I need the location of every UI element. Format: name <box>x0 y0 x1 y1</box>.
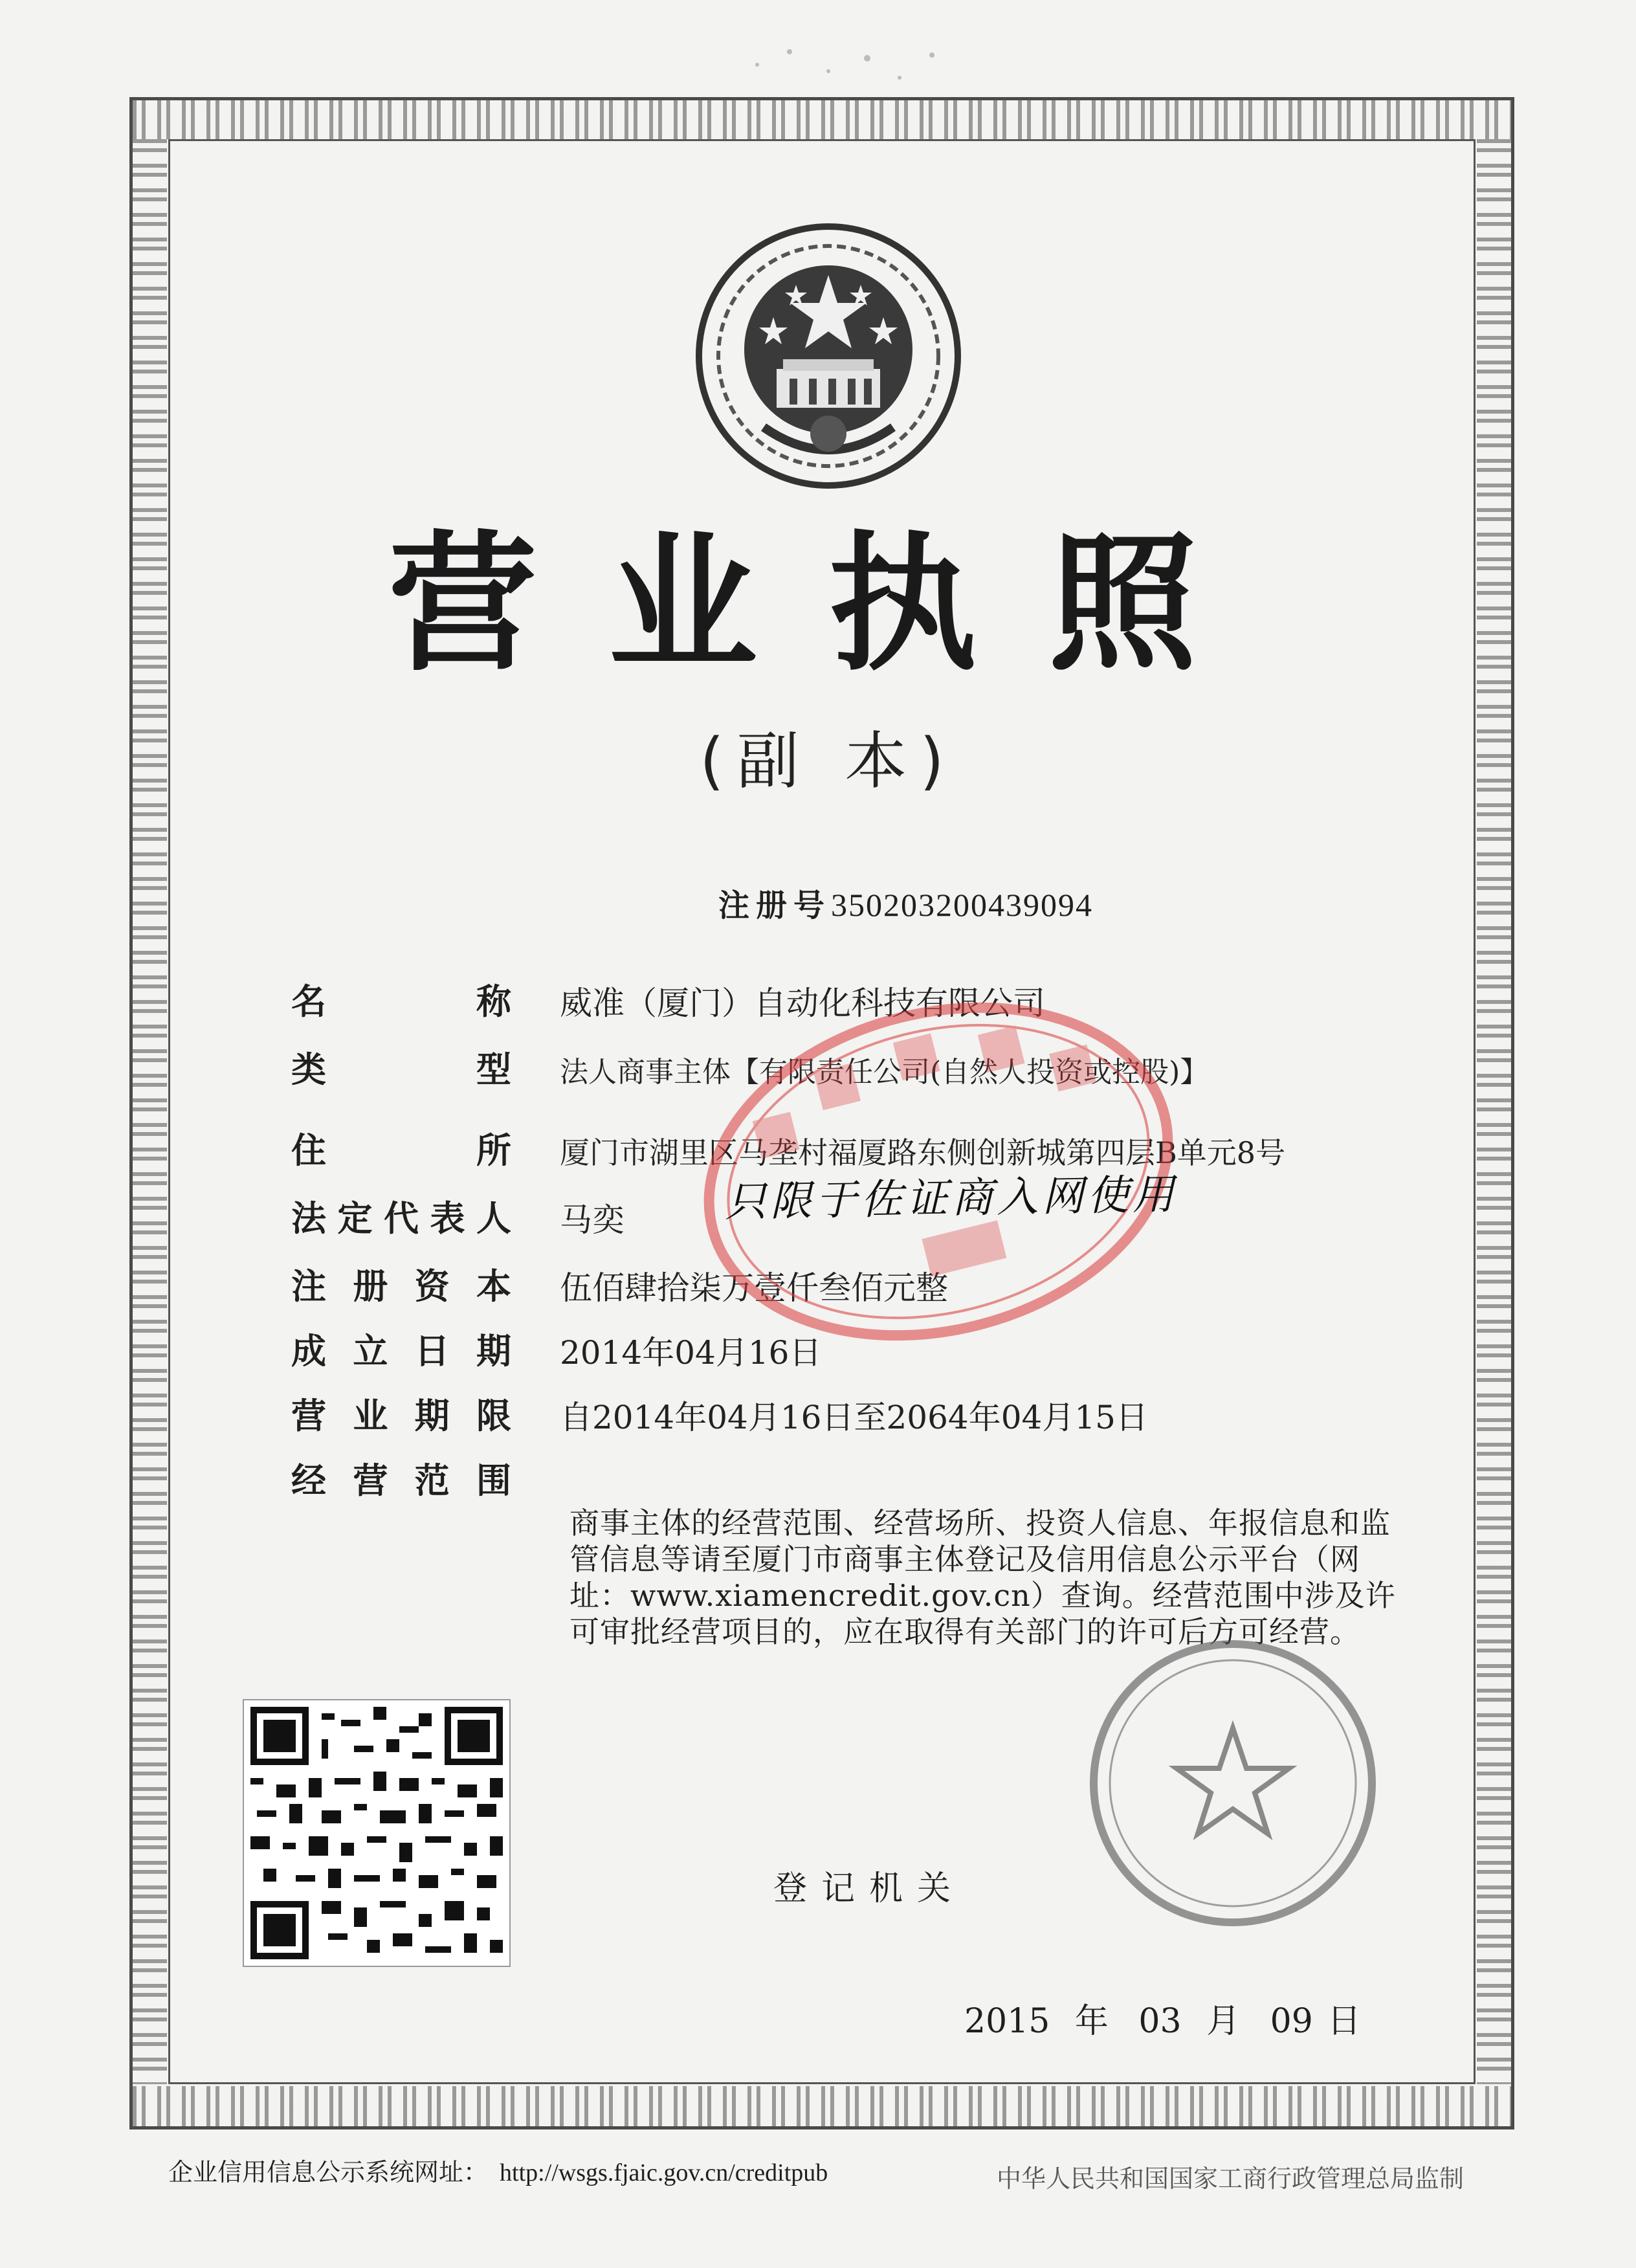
border-pattern-left <box>131 139 167 2084</box>
field-label-capital: 注册资本 <box>291 1266 511 1307</box>
field-value-type: 法人商事主体【有限责任公司(自然人投资或控股)】 <box>560 1056 1209 1089</box>
registration-number-label: 注册号 <box>718 887 832 924</box>
issue-year-label: 年 <box>1074 2002 1109 2041</box>
footer-credit-label: 企业信用信息公示系统网址： <box>168 2158 489 2186</box>
business-scope-text: 商事主体的经营范围、经营场所、投资人信息、年报信息和监管信息等请至厦门市商事主体登记及信用信息公示平台（网址：www.xiamencredit.gov.cn）查询。经营范围中涉及许可审批经营项目的，应在取得有关部门的许可后方可经营。 <box>569 1506 1396 1649</box>
field-value-name: 威准（厦门）自动化科技有限公司 <box>560 984 1045 1022</box>
registration-authority: 登记机关 <box>773 1869 966 1908</box>
certificate-subtitle: (副 本) <box>700 725 957 797</box>
field-label-scope: 经营范围 <box>291 1460 511 1501</box>
field-value-established: 2014年04月16日 <box>560 1334 822 1372</box>
issue-month: 03 <box>1138 2002 1182 2041</box>
footer-credit-url: http://wsgs.fjaic.gov.cn/creditpub <box>500 2159 828 2186</box>
border-pattern-right <box>1477 139 1512 2084</box>
authority-seal-stamp <box>1081 1631 1385 1935</box>
field-label-legal-rep: 法定代表人 <box>291 1198 511 1239</box>
field-label-address: 住所 <box>291 1130 511 1171</box>
field-value-legal-rep: 马奕 <box>560 1201 625 1239</box>
field-value-term: 自2014年04月16日至2064年04月15日 <box>560 1399 1148 1436</box>
footer-supervisor: 中华人民共和国国家工商行政管理总局监制 <box>997 2164 1465 2193</box>
issue-day: 09 <box>1270 2002 1313 2041</box>
border-pattern-top <box>133 99 1511 139</box>
issue-year: 2015 <box>964 2002 1050 2041</box>
registration-number <box>718 880 1093 925</box>
qr-code <box>243 1699 511 1967</box>
national-emblem-icon <box>686 214 971 498</box>
issue-day-label: 日 <box>1327 2002 1361 2041</box>
registration-number-value: 350203200439094 <box>831 887 1094 923</box>
footer-credit-system <box>168 2152 828 2188</box>
certificate-title: 营业执照 <box>388 518 1268 691</box>
scan-speckle <box>738 39 958 97</box>
field-label-established: 成立日期 <box>291 1331 511 1372</box>
border-pattern-bottom <box>133 2086 1511 2126</box>
handwritten-note: 只限于佐证商入网使用 <box>724 1170 1178 1227</box>
issue-date <box>964 1994 1380 2042</box>
field-value-address: 厦门市湖里区马垄村福厦路东侧创新城第四层B单元8号 <box>560 1135 1286 1170</box>
field-label-term: 营业期限 <box>291 1395 511 1436</box>
field-label-name: 名称 <box>291 981 511 1022</box>
field-value-capital: 伍佰肆拾柒万壹仟叁佰元整 <box>560 1269 948 1307</box>
issue-month-label: 月 <box>1206 2002 1241 2041</box>
field-label-type: 类型 <box>291 1049 511 1090</box>
